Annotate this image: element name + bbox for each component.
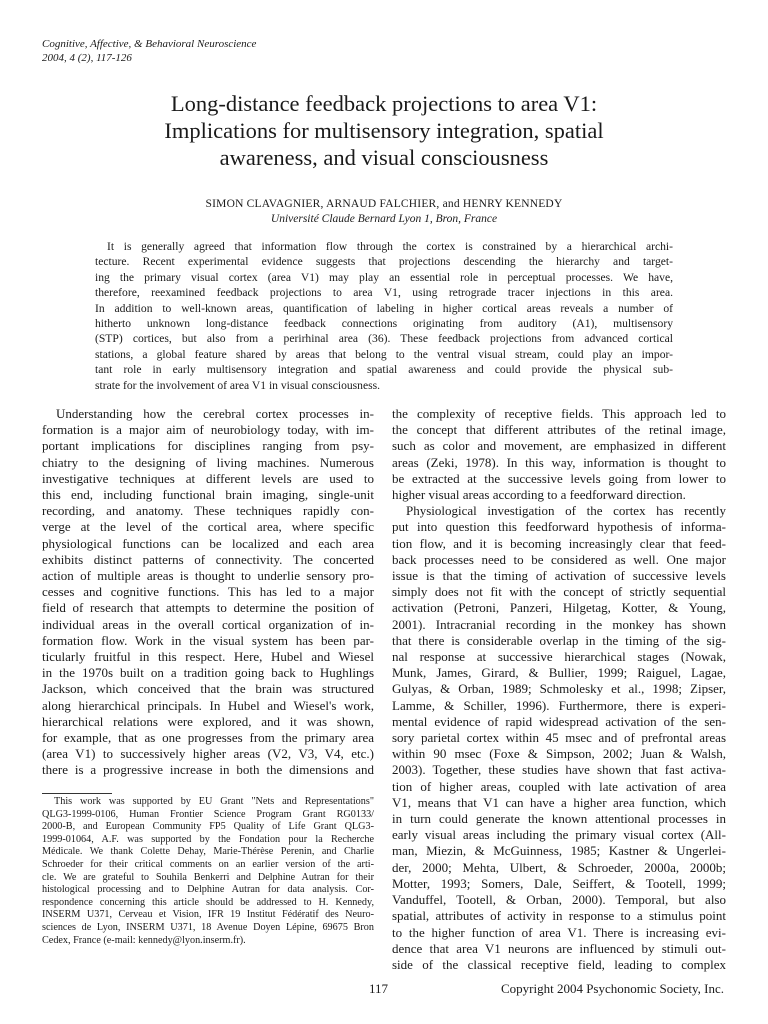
body-line: such as color and movement, are emphasized in different: [392, 438, 726, 454]
page-number: 117: [369, 981, 389, 996]
body-line: early visual areas including the primary visual cortex (All-: [392, 827, 726, 843]
body-line: hierarchical relations were explored, and it was shown,: [42, 713, 374, 729]
footnote-line: INSERM U371, Cerveau et Vision, IFR 19 Institut Fédératif des Neuro-: [42, 909, 374, 921]
body-line: man, Miezin, & McGuinness, 1985; Kastner & Ungerlei-: [392, 843, 726, 859]
body-line: Gulyas, & Orban, 1989; Schmolesky et al., 1998; Zipser,: [392, 681, 726, 697]
body-line: action of multiple areas is thought to underlie sensory pro-: [42, 568, 374, 584]
body-line: 2001). Intracranial recording in the monkey has shown: [392, 616, 726, 632]
abstract-line: In addition to well-known areas, quantification of labeling in higher cortical areas reveals a number of: [95, 301, 673, 315]
body-line: individual areas in the overall cortical organization of in-: [42, 616, 374, 632]
body-column-right: [392, 406, 726, 973]
body-line: side of the classical receptive field, leading to complex: [392, 956, 726, 972]
footnote-line: histological processing and to Delphine Autran for data analysis. Cor-: [42, 884, 374, 896]
body-line: Vanduffel, Tootell, & Orban, 2000). Temporal, but also: [392, 892, 726, 908]
abstract-line: tant role in early multisensory integration and spatial awareness and could provide the physical sub-: [95, 363, 673, 377]
body-line: simply does not fit with the concept of strictly sequential: [392, 584, 726, 600]
abstract-line: hitherto unknown long-distance feedback connections originating from auditory (A1), multisensory: [95, 317, 673, 331]
body-line: chiatry to the designing of living machines. Numerous: [42, 454, 374, 470]
footnote-line: respondence concerning this article should be addressed to H. Kennedy,: [42, 896, 374, 908]
body-line: cesses and cognitive functions. This has led to a major: [42, 584, 374, 600]
body-line: recording, and anatomy. These techniques rapidly con-: [42, 503, 374, 519]
body-line: Lamme, & Schiller, 1996). Furthermore, there is experi-: [392, 697, 726, 713]
footnote-line: 1999-01064, A.F. was supported by the Fondation pour la Recherche: [42, 833, 374, 845]
journal-citation: 2004, 4 (2), 117-126: [42, 52, 132, 64]
body-line: Motter, 1993; Somers, Dale, Seiffert, & Tootell, 1999;: [392, 875, 726, 891]
body-line: in turn could generate the known attentional processes in: [392, 811, 726, 827]
body-line: tion of higher areas, coupled with late activation of area: [392, 778, 726, 794]
body-line: there is a progressive increase in both the dimensions and: [42, 762, 374, 778]
abstract-line: It is generally agreed that information flow through the cortex is constrained by a hierarchical archi-: [107, 240, 673, 253]
body-line: 2003). Together, these studies have shown that fast activa-: [392, 762, 726, 778]
footnote-line: Cedex, France (e-mail: kennedy@lyon.inserm.fr).: [42, 934, 246, 946]
footnote-line: 2000-B, and European Community FP5 Quality of Life Grant QLG3-: [42, 821, 374, 833]
body-line: sory parietal cortex within 45 msec and of prefrontal areas: [392, 730, 726, 746]
title-line: Implications for multisensory integration, spatial: [164, 118, 604, 143]
body-column-left: [42, 406, 374, 779]
body-line: nal response at successive hierarchical stages (Nowak,: [392, 649, 726, 665]
abstract-line: strate for the involvement of area V1 in visual consciousness.: [95, 378, 381, 392]
body-line: Understanding how the cerebral cortex processes in-: [56, 406, 374, 421]
body-line: the complexity of receptive fields. This approach led to: [392, 406, 726, 421]
body-line: be extracted at the successive levels going from lower to: [392, 470, 726, 486]
footnote-line: QLG3-1999-0106, Human Frontier Science Program Grant RG0133/: [42, 808, 374, 820]
copyright-notice: Copyright 2004 Psychonomic Society, Inc.: [500, 981, 724, 996]
body-line: formation is a major aim of neurobiology today, with im-: [42, 422, 374, 438]
article-title: [80, 90, 688, 171]
author-affiliation: Université Claude Bernard Lyon 1, Bron, France: [270, 213, 498, 225]
body-line: V1, means that V1 can have a higher area function, which: [392, 794, 726, 810]
body-line: Munk, James, Girard, & Bullier, 1999; Raiguel, Lagae,: [392, 665, 726, 681]
abstract: [95, 239, 673, 393]
body-line: portant implications for disciplines ranging from psy-: [42, 438, 374, 454]
body-line: activation (Petroni, Panzeri, Hilgetag, Kotter, & Young,: [392, 600, 726, 616]
body-line: mental evidence of rapid widespread activation of the sen-: [392, 713, 726, 729]
body-line: investigative techniques at different levels are used to: [42, 470, 374, 486]
footnote-line: This work was supported by EU Grant "Nets and Representations": [54, 796, 374, 807]
body-line: for example, that as one progresses from the primary area: [42, 730, 374, 746]
body-line: dence that area V1 neurons are influenced by stimuli out-: [392, 940, 726, 956]
body-line: to the higher function of area V1. There is increasing evi-: [392, 924, 726, 940]
body-line: back processes need to be considered as well. One major: [392, 551, 726, 567]
journal-header: [42, 37, 256, 65]
footnote-line: Schroeder for their critical comments on an earlier version of the arti-: [42, 858, 374, 870]
body-line: areas (Zeki, 1978). In this way, information is thought to: [392, 454, 726, 470]
body-line: Physiological investigation of the cortex has recently: [406, 503, 726, 519]
body-line: tion flow, and it is becoming increasingly clear that feed-: [392, 535, 726, 551]
title-line: awareness, and visual consciousness: [219, 145, 549, 170]
body-line: ticularly fruitful in this respect. Here, Hubel and Wiesel: [42, 649, 374, 665]
abstract-line: tecture. Recent experimental evidence suggests that projections descending the hierarchy and target-: [95, 255, 673, 269]
body-line: that there is considerable overlap in the timing of the sig-: [392, 632, 726, 648]
body-line: Jackson, which conceived that the brain was structured: [42, 681, 374, 697]
body-line: verge at the level of the cortical area, where specific: [42, 519, 374, 535]
body-line: in the 1970s built on a tradition going back to Hughlings: [42, 665, 374, 681]
footnote-line: Médicale. We thank Colette Dehay, Marie-Thérèse Perenin, and Charlie: [42, 846, 374, 858]
body-line: within 90 msec (Foxe & Simpson, 2002; Juan & Walsh,: [392, 746, 726, 762]
body-line: along hierarchical principals. In Hubel and Wiesel's work,: [42, 697, 374, 713]
body-line: put into question this feedforward hypothesis of informa-: [392, 519, 726, 535]
body-line: exhibits distinct patterns of connectivity. The concerted: [42, 551, 374, 567]
body-line: higher visual areas according to a feedforward direction.: [392, 487, 686, 503]
title-line: Long-distance feedback projections to area V1:: [170, 91, 598, 116]
footnote-divider: [42, 793, 112, 794]
body-line: issue is that the timing of activation of successive levels: [392, 568, 726, 584]
body-line: der, 2000; Mehta, Ulbert, & Schroeder, 2000a, 2000b;: [392, 859, 726, 875]
body-line: formation flow. Work in the visual system has been par-: [42, 632, 374, 648]
footnote-line: sciences de Lyon, INSERM U371, 18 Avenue Doyen Lépine, 69675 Bron: [42, 921, 374, 933]
body-line: (area V1) to successively higher areas (V2, V3, V4, etc.): [42, 746, 374, 762]
body-line: physiological functions can be localized and each area: [42, 535, 374, 551]
author-block: [80, 197, 688, 227]
body-line: field of research that attempts to determine the position of: [42, 600, 374, 616]
body-line: this end, including functional brain imaging, single-unit: [42, 487, 374, 503]
journal-name: Cognitive, Affective, & Behavioral Neuroscience: [42, 38, 257, 50]
abstract-line: therefore, reexamined feedback projections to area V1, using retrograde tracer injections in this area.: [95, 286, 673, 300]
footnote-line: cle. We are grateful to Souhila Benkerri and Delphine Autran for their: [42, 871, 374, 883]
body-line: the concept that different attributes of the retinal image,: [392, 422, 726, 438]
abstract-line: stations, a global feature shared by areas that belong to the ventral visual stream, could play an impor-: [95, 347, 673, 361]
body-line: spatial, attributes of activity in response to a stimulus point: [392, 908, 726, 924]
author-names: SIMON CLAVAGNIER, ARNAUD FALCHIER, and HENRY KENNEDY: [205, 198, 563, 210]
acknowledgment-footnote: [42, 796, 374, 947]
abstract-line: (STP) cortices, but also from a perirhinal area (36). These feedback projections from advanced cortical: [95, 332, 673, 346]
abstract-line: ing the primary visual cortex (area V1) may play an essential role in perceptual processes. We have,: [95, 270, 673, 284]
